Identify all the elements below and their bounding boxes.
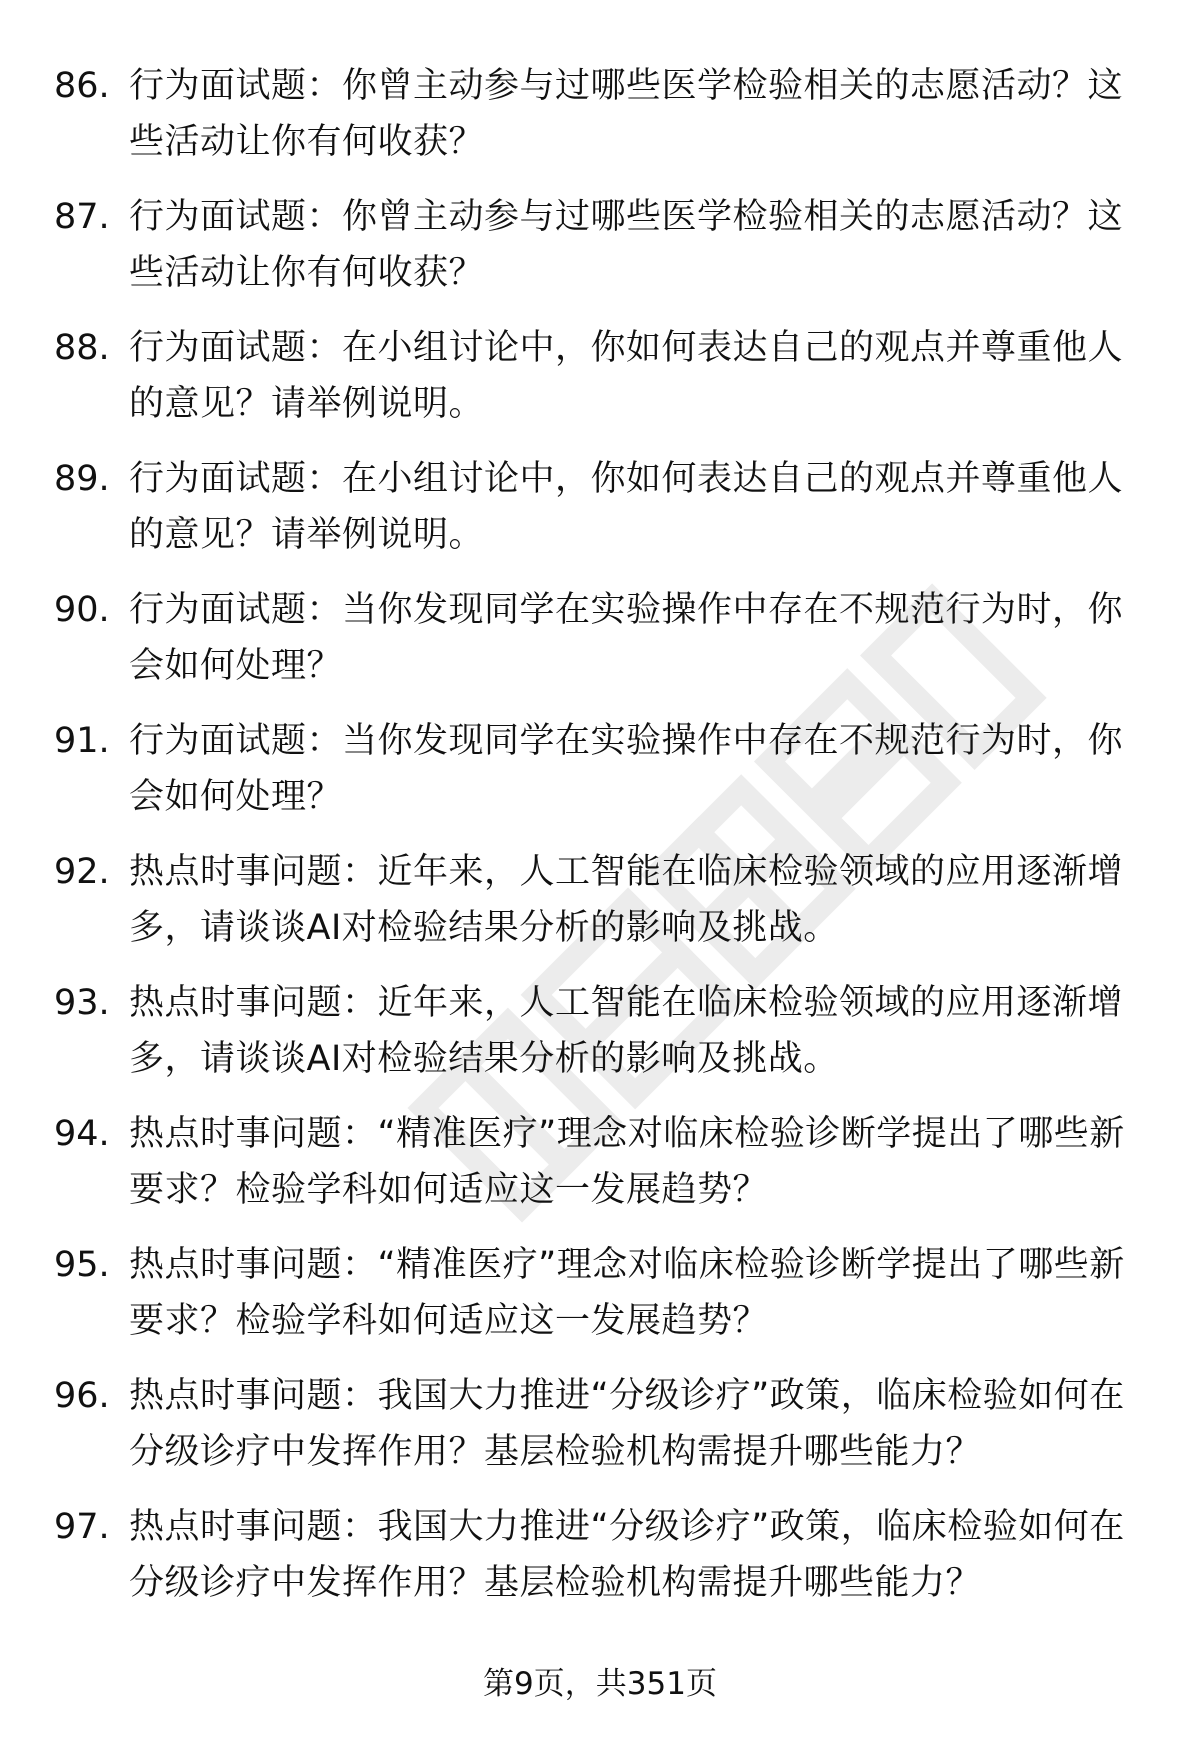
list-item [0, 844, 1200, 975]
question-number: 95. [54, 1245, 110, 1285]
question-text: 热点时事问题：我国大力推进“分级诊疗”政策，临床检验如何在分级诊疗中发挥作用？基层检验机构需提升哪些能力？ [129, 1507, 1125, 1603]
page-footer: 第9页，共351页 [483, 1666, 717, 1702]
list-item [0, 1368, 1200, 1499]
question-text: 行为面试题：在小组讨论中，你如何表达自己的观点并尊重他人的意见？请举例说明。 [129, 459, 1124, 555]
question-number: 90. [54, 590, 110, 630]
list-item [0, 582, 1200, 713]
question-number: 88. [54, 328, 110, 368]
list-item [0, 1499, 1200, 1630]
question-number: 87. [54, 197, 110, 237]
question-number: 92. [54, 852, 110, 892]
question-text: 行为面试题：你曾主动参与过哪些医学检验相关的志愿活动？这些活动让你有何收获？ [129, 197, 1124, 293]
question-text: 热点时事问题：我国大力推进“分级诊疗”政策，临床检验如何在分级诊疗中发挥作用？基层检验机构需提升哪些能力？ [129, 1376, 1125, 1472]
question-number: 93. [54, 983, 110, 1023]
list-item [0, 1106, 1200, 1237]
list-item [0, 451, 1200, 582]
list-item [0, 1237, 1200, 1368]
question-text: 行为面试题：当你发现同学在实验操作中存在不规范行为时，你会如何处理？ [129, 590, 1124, 686]
list-item [0, 713, 1200, 844]
list-item [0, 58, 1200, 189]
question-number: 86. [54, 66, 110, 106]
question-text: 行为面试题：在小组讨论中，你如何表达自己的观点并尊重他人的意见？请举例说明。 [129, 328, 1124, 424]
question-number: 89. [54, 459, 110, 499]
list-item [0, 320, 1200, 451]
question-text: 热点时事问题：“精准医疗”理念对临床检验诊断学提出了哪些新要求？检验学科如何适应这一发展趋势？ [129, 1114, 1125, 1210]
question-list [0, 58, 1200, 1630]
question-text: 热点时事问题：近年来，人工智能在临床检验领域的应用逐渐增多，请谈谈AI对检验结果分析的影响及挑战。 [129, 983, 1124, 1079]
list-item [0, 975, 1200, 1106]
question-number: 96. [54, 1376, 110, 1416]
question-number: 97. [54, 1507, 110, 1547]
question-text: 热点时事问题：近年来，人工智能在临床检验领域的应用逐渐增多，请谈谈AI对检验结果分析的影响及挑战。 [129, 852, 1124, 948]
list-item [0, 189, 1200, 320]
question-text: 热点时事问题：“精准医疗”理念对临床检验诊断学提出了哪些新要求？检验学科如何适应这一发展趋势？ [129, 1245, 1125, 1341]
question-text: 行为面试题：你曾主动参与过哪些医学检验相关的志愿活动？这些活动让你有何收获？ [129, 66, 1124, 162]
question-number: 91. [54, 721, 110, 761]
question-text: 行为面试题：当你发现同学在实验操作中存在不规范行为时，你会如何处理？ [129, 721, 1124, 817]
question-number: 94. [54, 1114, 110, 1154]
